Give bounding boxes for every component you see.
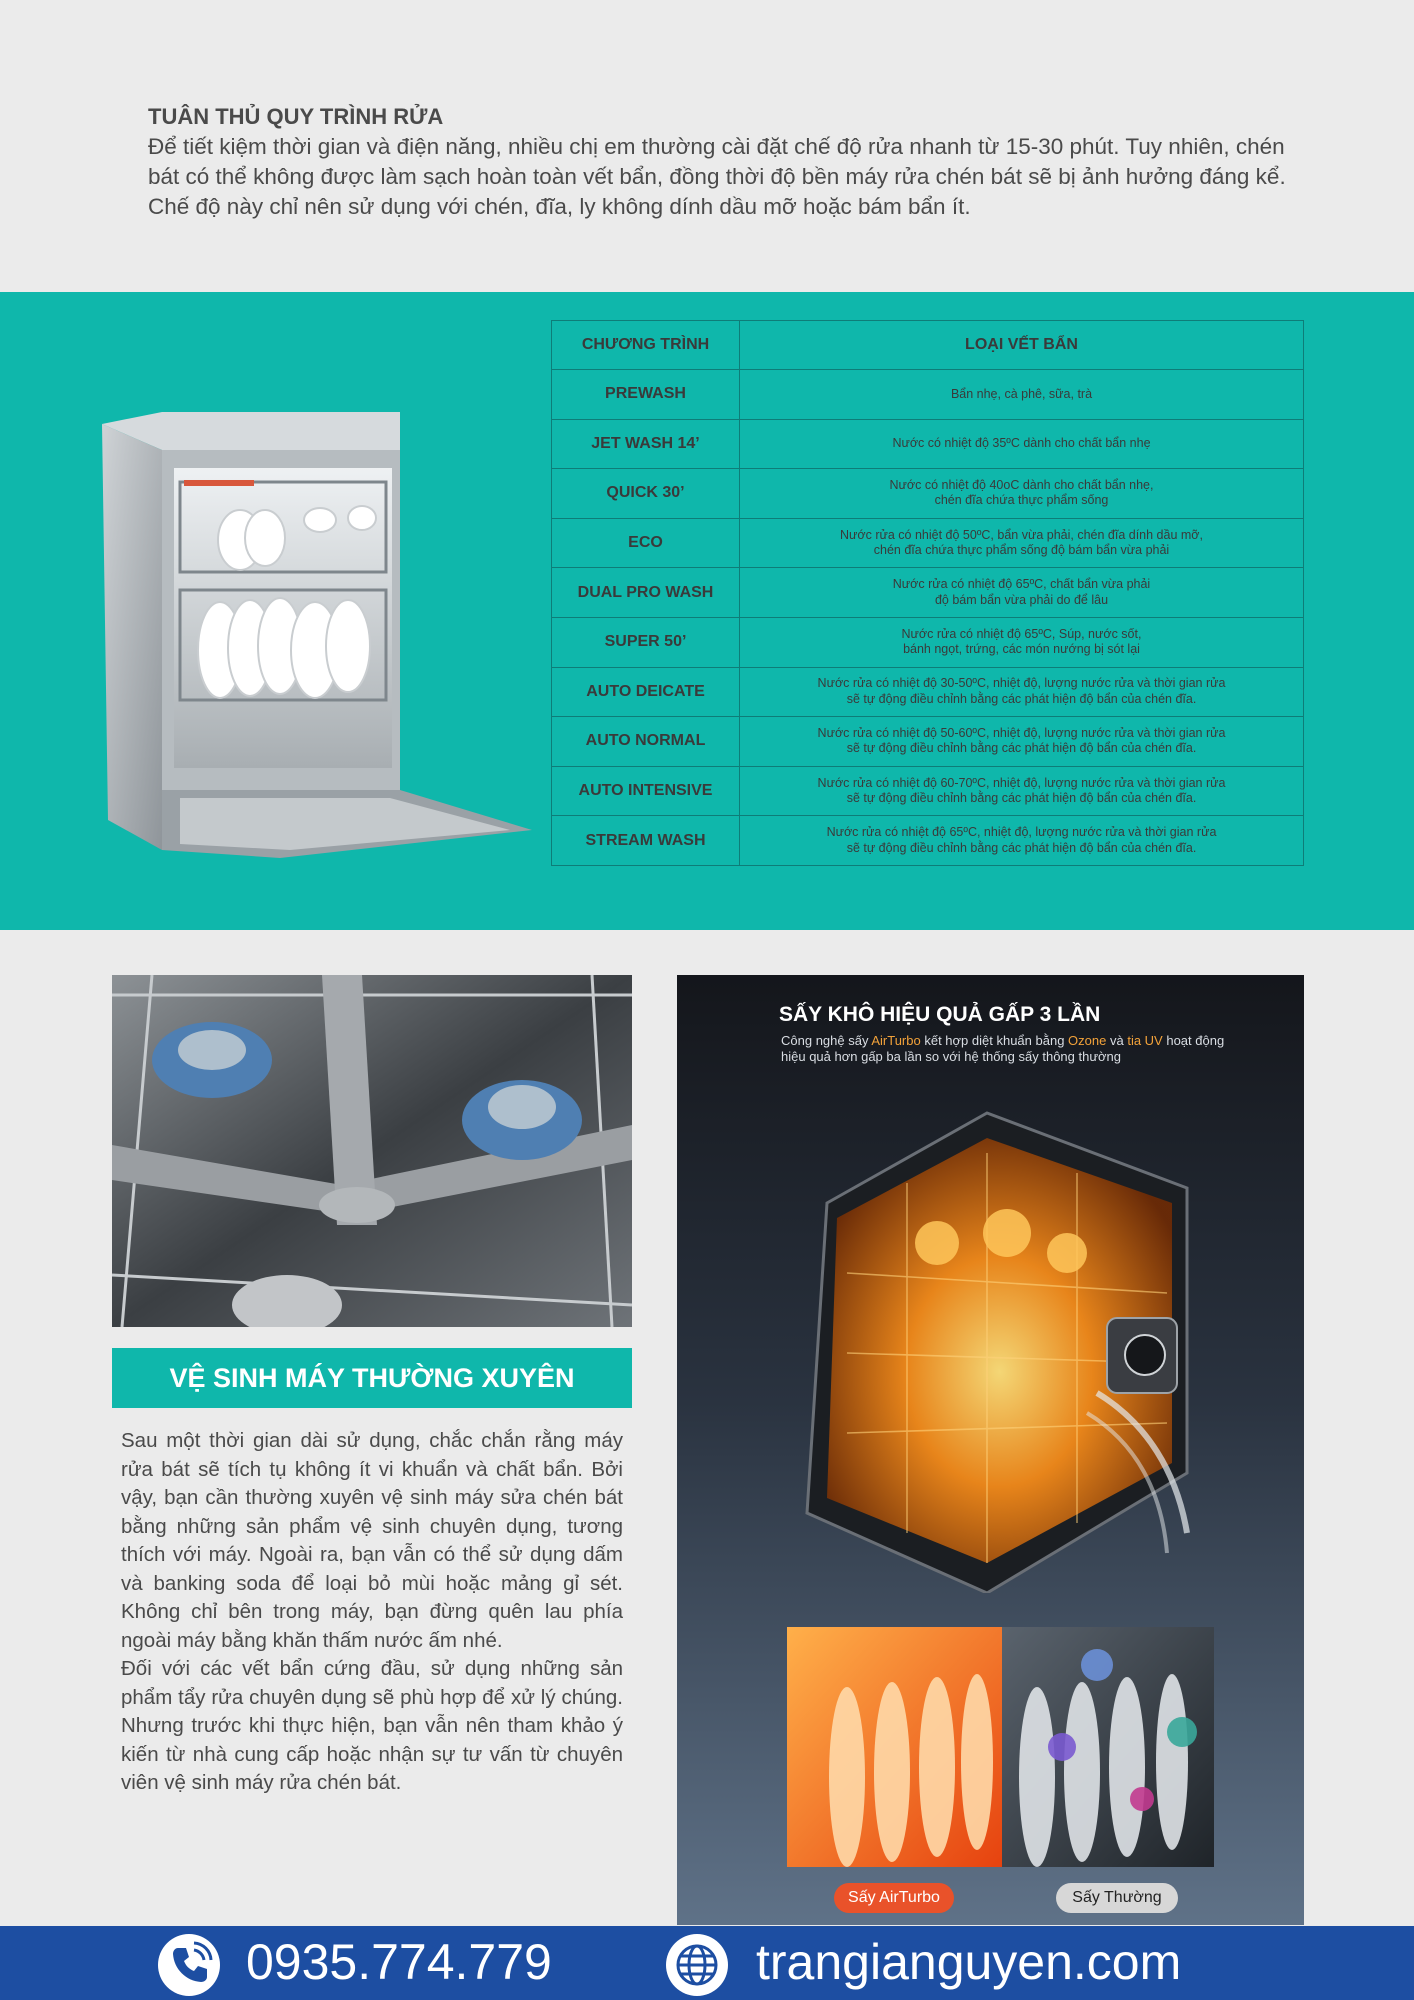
table-row <box>552 617 1304 667</box>
phone-number[interactable]: 0935.774.779 <box>246 1934 552 1990</box>
program-name: ECO <box>552 518 740 568</box>
program-table <box>551 320 1304 866</box>
subtitle-text: hoạt động hiệu quả hơn gấp ba lần so với hệ thống sấy thông thường <box>781 1033 1225 1064</box>
drying-cube-illustration <box>787 1093 1207 1593</box>
program-name: AUTO INTENSIVE <box>552 766 740 816</box>
stain-description <box>740 816 1304 866</box>
normal-dry-label: Sấy Thường <box>1056 1883 1178 1913</box>
table-row <box>552 816 1304 866</box>
table-header-row <box>552 321 1304 370</box>
program-name: STREAM WASH <box>552 816 740 866</box>
table-row <box>552 370 1304 420</box>
program-band <box>0 292 1414 930</box>
stain-description <box>740 568 1304 618</box>
program-name: DUAL PRO WASH <box>552 568 740 618</box>
stain-line-2: bánh ngọt, trứng, các món nướng bị sót lại <box>903 642 1140 657</box>
stain-line-2: sẽ tự động điều chỉnh bằng các phát hiện độ bẩn của chén đĩa. <box>846 691 1197 706</box>
intro-title: TUÂN THỦ QUY TRÌNH RỬA <box>148 104 444 129</box>
dishwasher-image <box>100 410 532 858</box>
program-name: JET WASH 14’ <box>552 419 740 469</box>
stain-description <box>740 667 1304 717</box>
stain-description <box>740 617 1304 667</box>
intro-section <box>148 102 1308 222</box>
footer-bar <box>0 1926 1414 2000</box>
cleaning-paragraph-1: Sau một thời gian dài sử dụng, chắc chắn rằng máy rửa bát sẽ tích tụ không ít vi khuẩn và chất bẩn. Bởi vậy, bạn cần thường xuyên vệ sinh máy sửa chén bát bằng những sản phẩm vệ sinh chuyên dụng, tương thích với máy. Ngoài ra, bạn vẫn có thể sử dụng dấm và banking soda để loại bỏ mùi hoặc mảng gỉ sét. Không chỉ bên trong máy, bạn đừng quên lau phía ngoài máy bằng khăn thấm nước ấm nhé. <box>121 1429 623 1652</box>
stain-description <box>740 717 1304 767</box>
stain-line-1: Bẩn nhẹ, cà phê, sữa, trà <box>950 386 1093 401</box>
program-name: SUPER 50’ <box>552 617 740 667</box>
airturbo-highlight: AirTurbo <box>871 1033 921 1048</box>
cleaning-heading: VỆ SINH MÁY THƯỜNG XUYÊN <box>112 1348 632 1408</box>
stain-line-2: sẽ tự động điều chỉnh bằng các phát hiện độ bẩn của chén đĩa. <box>846 840 1197 855</box>
globe-icon <box>664 1932 730 1998</box>
program-name: QUICK 30’ <box>552 469 740 519</box>
drying-card <box>677 975 1304 1925</box>
stain-description <box>740 419 1304 469</box>
subtitle-text: và <box>1106 1033 1128 1048</box>
stain-line-1: Nước rửa có nhiệt độ 50-60ºC, nhiệt độ, lượng nước rửa và thời gian rửa <box>817 725 1226 740</box>
uv-highlight: tia UV <box>1127 1033 1163 1048</box>
stain-line-2: độ bám bẩn vừa phải do để lâu <box>934 592 1109 607</box>
cleaning-paragraph-2: Đối với các vết bẩn cứng đầu, sử dụng những sản phẩm tẩy rửa chuyên dụng sẽ phù hợp để xử lý chúng. Nhưng trước khi thực hiện, bạn vẫn nên tham khảo ý kiến từ nhà cung cấp hoặc nhận sự tư vấn từ chuyên viên vệ sinh máy rửa chén bát. <box>121 1657 623 1794</box>
subtitle-text: Công nghệ sấy <box>781 1033 872 1048</box>
stain-line-1: Nước có nhiệt độ 35ºC dành cho chất bẩn nhẹ <box>892 436 1151 451</box>
stain-line-1: Nước có nhiệt độ 40oC dành cho chất bẩn nhẹ, <box>889 477 1154 492</box>
intro-body: Để tiết kiệm thời gian và điện năng, nhiều chị em thường cài đặt chế độ rửa nhanh từ 15-30 phút. Tuy nhiên, chén bát có thể không được làm sạch hoàn toàn vết bẩn, đồng thời độ bền máy rửa chén bát sẽ bị ảnh hưởng đáng kể. Chế độ này chỉ nên sử dụng với chén, đĩa, ly không dính dầu mỡ hoặc bám bẩn ít. <box>148 134 1286 219</box>
website-link[interactable]: trangianguyen.com <box>756 1934 1182 1990</box>
column-header-stain: LOẠI VẾT BẨN <box>740 321 1304 370</box>
drying-subtitle <box>781 1033 1251 1065</box>
table-row <box>552 469 1304 519</box>
program-name: PREWASH <box>552 370 740 420</box>
stain-line-1: Nước rửa có nhiệt độ 30-50ºC, nhiệt độ, lượng nước rửa và thời gian rửa <box>817 676 1226 691</box>
table-row <box>552 766 1304 816</box>
table-row <box>552 419 1304 469</box>
table-row <box>552 717 1304 767</box>
stain-line-1: Nước rửa có nhiệt độ 65ºC, chất bẩn vừa phải <box>892 577 1151 592</box>
ozone-highlight: Ozone <box>1068 1033 1107 1048</box>
stain-description <box>740 518 1304 568</box>
stain-line-2: sẽ tự động điều chỉnh bằng các phát hiện độ bẩn của chén đĩa. <box>846 741 1197 756</box>
stain-line-1: Nước rửa có nhiệt độ 60-70ºC, nhiệt độ, lượng nước rửa và thời gian rửa <box>817 775 1226 790</box>
stain-line-1: Nước rửa có nhiệt độ 65ºC, Súp, nước sốt, <box>901 626 1142 641</box>
drying-comparison-image <box>787 1627 1214 1867</box>
program-name: AUTO DEICATE <box>552 667 740 717</box>
airturbo-label: Sấy AirTurbo <box>834 1883 954 1913</box>
table-row <box>552 568 1304 618</box>
cleaning-body <box>121 1427 623 1798</box>
stain-line-1: Nước rửa có nhiệt độ 65ºC, nhiệt độ, lượng nước rửa và thời gian rửa <box>826 825 1217 840</box>
stain-line-1: Nước rửa có nhiệt độ 50ºC, bẩn vừa phải, chén đĩa dính dầu mỡ, <box>840 527 1203 542</box>
phone-icon <box>156 1932 222 1998</box>
stain-line-2: chén đĩa chứa thực phẩm sống <box>934 493 1109 508</box>
column-header-program: CHƯƠNG TRÌNH <box>552 321 740 370</box>
table-row <box>552 518 1304 568</box>
program-name: AUTO NORMAL <box>552 717 740 767</box>
stain-line-2: sẽ tự động điều chỉnh bằng các phát hiện độ bẩn của chén đĩa. <box>846 791 1197 806</box>
stain-line-2: chén đĩa chứa thực phẩm sống độ bám bẩn vừa phải <box>873 543 1170 558</box>
spray-arm-photo <box>112 975 632 1327</box>
drying-title: SẤY KHÔ HIỆU QUẢ GẤP 3 LẦN <box>779 1003 1101 1026</box>
stain-description <box>740 469 1304 519</box>
stain-description <box>740 370 1304 420</box>
stain-description <box>740 766 1304 816</box>
table-row <box>552 667 1304 717</box>
subtitle-text: kết hợp diệt khuẩn bằng <box>920 1033 1069 1048</box>
